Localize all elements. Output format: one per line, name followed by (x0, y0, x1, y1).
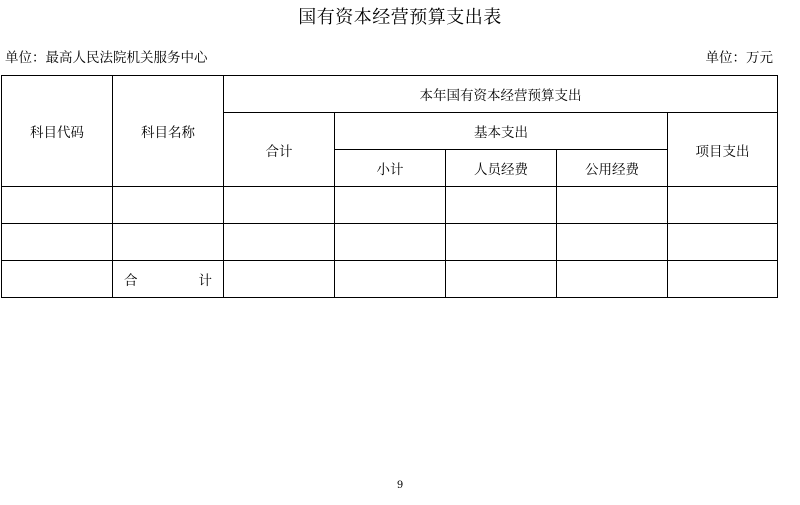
table-cell (113, 187, 224, 224)
table-cell (335, 261, 446, 298)
table-cell (668, 187, 778, 224)
header-total: 合计 (224, 113, 335, 187)
total-row (2, 261, 778, 298)
unit-currency: 单位：万元 (705, 50, 773, 66)
table-cell (668, 261, 778, 298)
table-cell (224, 224, 335, 261)
table-cell (113, 224, 224, 261)
table-cell (557, 261, 668, 298)
header-subtotal: 小计 (335, 150, 446, 187)
page-number: 9 (396, 480, 404, 491)
header-subject-code: 科目代码 (2, 76, 113, 187)
table-cell (224, 187, 335, 224)
header-project-expenditure: 项目支出 (668, 113, 778, 187)
table-row (2, 224, 778, 261)
total-label (113, 261, 224, 298)
header-personnel: 人员经费 (446, 150, 557, 187)
table-cell (446, 261, 557, 298)
table-cell (446, 224, 557, 261)
table-cell (2, 187, 113, 224)
table-cell (2, 224, 113, 261)
table-row (2, 187, 778, 224)
table-cell (446, 187, 557, 224)
table-cell (2, 261, 113, 298)
page-title: 国有资本经营预算支出表 (298, 7, 502, 28)
header-basic-expenditure: 基本支出 (335, 113, 668, 150)
unit-organization: 单位：最高人民法院机关服务中心 (5, 50, 208, 66)
table-cell (668, 224, 778, 261)
total-label-char-2: 计 (198, 273, 212, 289)
header-subject-name: 科目名称 (113, 76, 224, 187)
table-cell (557, 187, 668, 224)
header-row-1 (2, 76, 778, 113)
table-cell (335, 187, 446, 224)
total-label-char-1: 合 (124, 273, 138, 289)
budget-table (1, 75, 778, 298)
header-current-year: 本年国有资本经营预算支出 (224, 76, 778, 113)
header-public: 公用经费 (557, 150, 668, 187)
table-cell (224, 261, 335, 298)
table-cell (557, 224, 668, 261)
table-cell (335, 224, 446, 261)
